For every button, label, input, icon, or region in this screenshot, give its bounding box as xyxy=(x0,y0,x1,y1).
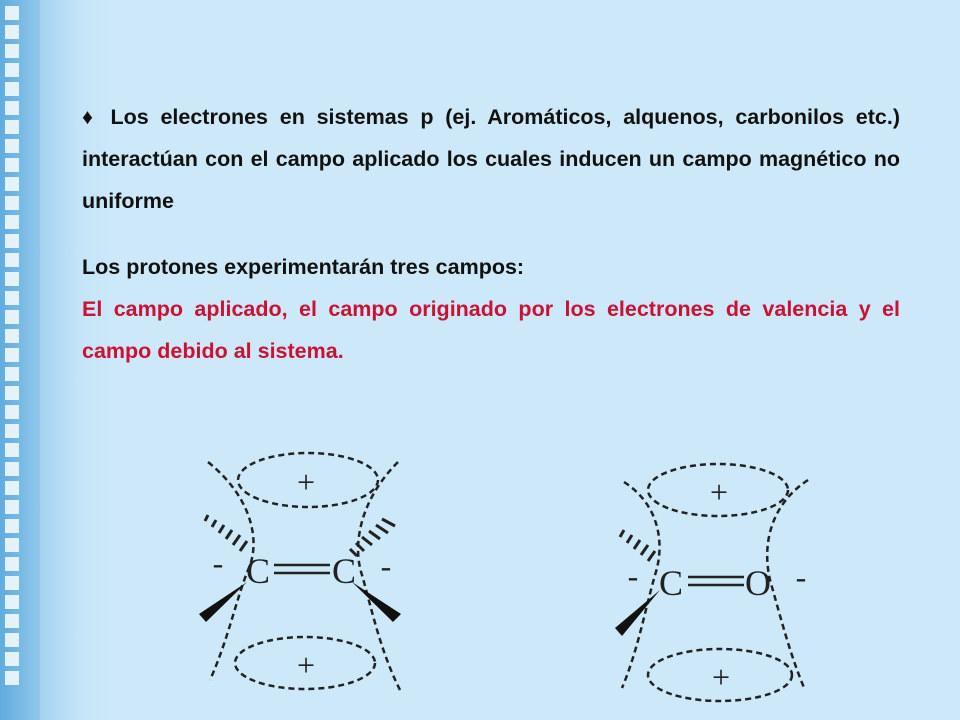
carbonyl-plus-top: + xyxy=(709,474,729,510)
carbonyl-minus-right: - xyxy=(795,559,807,595)
alkene-plus-bottom: + xyxy=(296,647,316,683)
alkene-right-carbon: C xyxy=(331,551,357,591)
alkene-minus-right: - xyxy=(380,548,392,584)
alkene-minus-left: - xyxy=(212,545,224,581)
carbonyl-plus-bottom: + xyxy=(711,659,731,695)
alkene-substituents xyxy=(199,515,401,622)
carbonyl-minus-left: - xyxy=(627,558,639,594)
carbonyl-double-bond xyxy=(688,577,744,585)
paragraph-fields: El campo aplicado, el campo originado por los electrones de valencia y el campo debido al sistema. xyxy=(82,297,900,363)
paragraph-protons: Los protones experimentarán tres campos: xyxy=(82,255,525,279)
carbonyl-carbon: C xyxy=(658,563,684,603)
alkene-double-bond xyxy=(274,565,330,573)
paragraph-pi-electrons: ♦ Los electrones en sistemas p (ej. Aromáticos, alquenos, carbonilos etc.) interactúan con el campo aplicado los cuales inducen un campo magnético no uniforme xyxy=(82,105,900,213)
alkene-plus-top: + xyxy=(296,464,316,500)
alkene-left-carbon: C xyxy=(245,551,271,591)
carbonyl-oxygen: O xyxy=(745,563,771,603)
